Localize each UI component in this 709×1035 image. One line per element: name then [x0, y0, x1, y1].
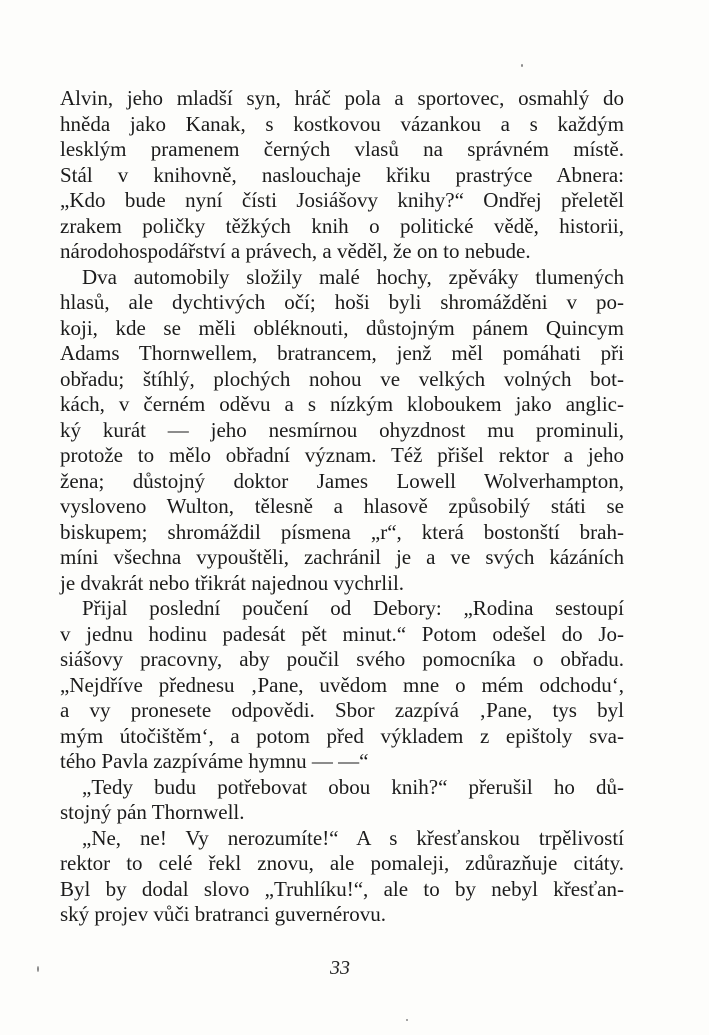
text-line: ký kurát — jeho nesmírnou ohyzdnost mu prominuli,: [60, 417, 624, 442]
text-line: rektor to celé řekl znovu, ale pomaleji, zdůrazňuje citáty.: [60, 851, 624, 875]
text-line: lesklým pramenem černých vlasů na správném místě.: [60, 137, 624, 161]
text-line: biskupem; shromáždil písmena „r“, která bostonští brah-: [60, 519, 624, 544]
page-number: 33: [330, 957, 350, 979]
scan-speck: [37, 966, 39, 972]
text-line: Stál v knihovně, naslouchaje křiku prastrýce Abnera:: [60, 162, 624, 187]
text-line: je dvakrát nebo třikrát najednou vychrlil.: [60, 570, 405, 595]
text-line: Adams Thornwellem, bratrancem, jenž měl pomáhati při: [60, 341, 624, 365]
text-line: koji, kde se měli obléknouti, důstojným pánem Quincym: [60, 315, 624, 340]
text-line: mým útočištěm‘, a potom před výkladem z epištoly sva-: [60, 723, 624, 748]
text-line: žena; důstojný doktor James Lowell Wolverhampton,: [60, 468, 624, 493]
text-line: „Kdo bude nyní čísti Josiášovy knihy?“ Ondřej přeletěl: [60, 188, 624, 212]
text-line: zrakem poličky těžkých knih o politické vědě, historii,: [60, 213, 624, 238]
text-line: míni všechna vypouštěli, zachránil je a ve svých kázáních: [60, 545, 624, 569]
text-line: hněda jako Kanak, s kostkovou vázankou a s každým: [60, 111, 624, 136]
text-line: „Nejdříve přednesu ‚Pane, uvědom mne o mém odchodu‘,: [60, 672, 624, 697]
text-line: kách, v černém oděvu a s nízkým kloboukem jako anglic-: [60, 392, 624, 416]
text-line: protože to mělo obřadní význam. Též přišel rektor a jeho: [60, 443, 624, 467]
text-line: národohospodářství a právech, a věděl, že on to nebude.: [60, 239, 531, 263]
text-line: ský projev vůči bratranci guvernérovu.: [60, 902, 386, 926]
text-line: a vy pronesete odpovědi. Sbor zazpívá ‚Pane, tys byl: [60, 698, 624, 722]
text-line: Alvin, jeho mladší syn, hráč pola a sportovec, osmahlý do: [60, 86, 624, 110]
text-line: Přijal poslední poučení od Debory: „Rodina sestoupí: [82, 596, 624, 620]
scan-speck: [406, 1019, 408, 1021]
text-line: obřadu; štíhlý, plochých nohou ve velkých volných bot-: [60, 366, 624, 391]
text-line: v jednu hodinu padesát pět minut.“ Potom odešel do Jo-: [60, 621, 624, 646]
text-line: Dva automobily složily malé hochy, zpěváky tlumených: [82, 264, 624, 289]
text-line: vysloveno Wulton, tělesně a hlasově způsobilý státi se: [60, 494, 624, 518]
text-line: hlasů, ale dychtivých očí; hoši byli shromážděni v po-: [60, 290, 624, 314]
text-line: Byl by dodal slovo „Truhlíku!“, ale to by nebyl křesťan-: [60, 876, 624, 901]
text-line: siášovy pracovny, aby poučil svého pomocníka o obřadu.: [60, 647, 624, 671]
text-line: stojný pán Thornwell.: [60, 800, 245, 824]
body-text: [60, 86, 624, 928]
text-line: „Ne, ne! Vy nerozumíte!“ A s křesťanskou trpělivostí: [82, 825, 624, 850]
text-line: tého Pavla zazpíváme hymnu — —“: [60, 749, 369, 773]
scan-speck: [521, 64, 523, 67]
text-line: „Tedy budu potřebovat obou knih?“ přerušil ho dů-: [82, 774, 624, 799]
